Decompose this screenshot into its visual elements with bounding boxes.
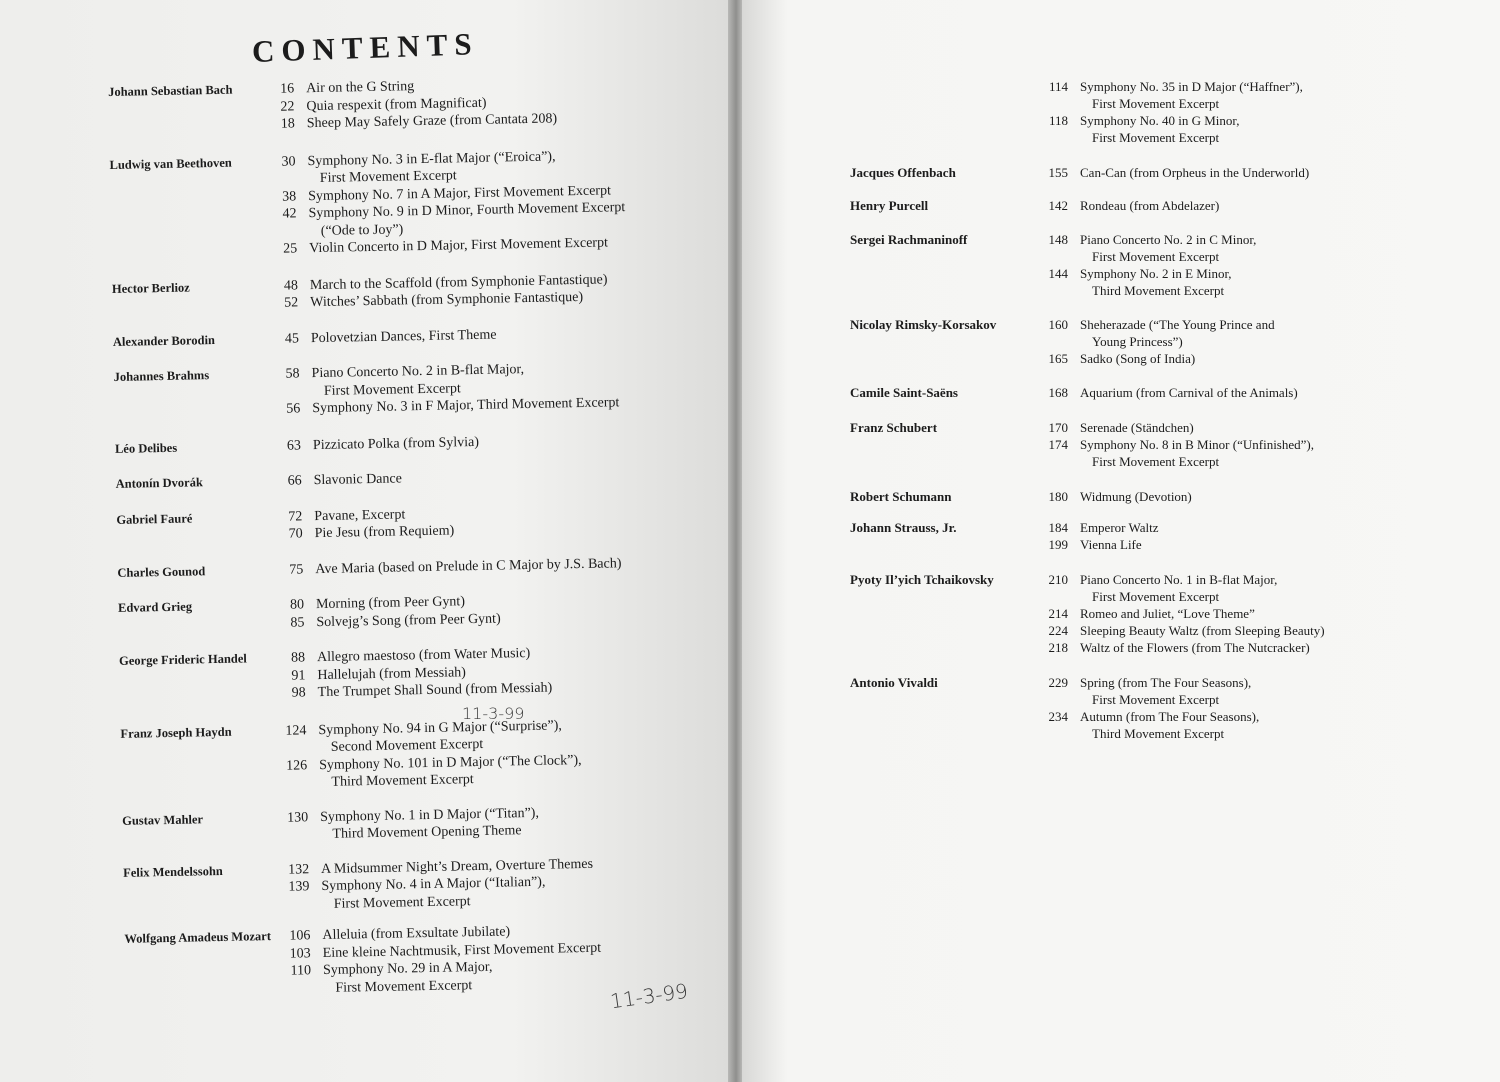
toc-entry[interactable] <box>1034 350 1470 367</box>
piece-title-line: Aquarium (from Carnival of the Animals) <box>1080 385 1298 400</box>
piece-title-line: Piano Concerto No. 2 in B-flat Major, <box>311 362 525 382</box>
piece-title-continuation: First Movement Excerpt <box>333 893 471 912</box>
entry-list <box>260 72 709 133</box>
piece-title <box>1080 350 1470 367</box>
piece-title-continuation: First Movement Excerpt <box>1092 589 1220 604</box>
piece-title <box>1080 231 1470 265</box>
composer-name: Franz Schubert <box>850 420 938 435</box>
piece-title <box>1080 536 1470 553</box>
composer-name: Antonín Dvorák <box>115 475 203 491</box>
piece-title-line: Widmung (Devotion) <box>1080 489 1192 504</box>
piece-title-line: Symphony No. 1 in D Major (“Titan”), <box>319 805 540 825</box>
piece-title-continuation: Third Movement Opening Theme <box>332 823 522 842</box>
page-number: 25 <box>283 241 298 257</box>
entry-list <box>265 357 714 418</box>
piece-title-line: Serenade (Ständchen) <box>1080 420 1194 435</box>
page-number: 38 <box>282 188 297 205</box>
toc-entry[interactable] <box>1034 316 1470 350</box>
composer-group <box>850 519 1470 553</box>
entry-list <box>265 322 713 348</box>
piece-title-line: Symphony No. 40 in G Minor, <box>1080 113 1240 128</box>
composer-name: Wolfgang Amadeus Mozart <box>124 929 272 946</box>
page-number: 75 <box>289 561 304 578</box>
piece-title <box>319 749 722 792</box>
piece-title-line: A Midsummer Night’s Dream, Overture Themes <box>320 856 594 877</box>
composer-group <box>850 164 1470 181</box>
composer-name: Robert Schumann <box>850 489 952 504</box>
composer-group <box>850 674 1470 742</box>
piece-title-line: Symphony No. 94 in G Major (“Surprise”), <box>318 717 562 738</box>
page-number: 16 <box>279 81 295 97</box>
contents-heading: CONTENTS <box>251 26 480 69</box>
piece-title-line: Polovetzian Dances, First Theme <box>310 327 497 346</box>
toc-entry[interactable] <box>265 322 713 348</box>
toc-entry[interactable] <box>274 801 723 845</box>
piece-title <box>1080 419 1470 436</box>
composer-name: Johann Strauss, Jr. <box>850 520 957 535</box>
piece-title <box>313 429 715 454</box>
piece-title <box>1080 164 1470 181</box>
toc-entry[interactable] <box>1034 571 1470 605</box>
toc-left-column <box>108 72 725 1000</box>
piece-title-line: Pavane, Excerpt <box>314 506 406 524</box>
page-number: 63 <box>286 437 302 454</box>
piece-title-line: Rondeau (from Abdelazer) <box>1080 198 1220 213</box>
page-number: 174 <box>1048 437 1068 452</box>
page-number: 103 <box>289 945 311 962</box>
composer-group <box>123 853 724 917</box>
piece-title-continuation: Young Princess”) <box>1092 334 1183 349</box>
toc-entry[interactable] <box>1034 488 1470 505</box>
piece-title-line: Air on the G String <box>305 79 415 97</box>
piece-title-line: Piano Concerto No. 2 in C Minor, <box>1080 232 1257 247</box>
piece-title-continuation: First Movement Excerpt <box>1092 454 1220 469</box>
piece-title <box>1080 519 1470 536</box>
piece-title-line: Symphony No. 29 in A Major, <box>322 959 493 979</box>
piece-title <box>1080 488 1470 505</box>
piece-title-line: The Trumpet Shall Sound (from Messiah) <box>317 680 553 701</box>
piece-title <box>1080 78 1470 112</box>
piece-title-line: Ave Maria (based on Prelude in C Major by J.S. Bach) <box>315 555 622 577</box>
piece-title-line: Autumn (from The Four Seasons), <box>1080 709 1260 724</box>
piece-title <box>1080 436 1470 470</box>
toc-entry[interactable] <box>1034 622 1470 639</box>
toc-entry[interactable] <box>269 553 717 579</box>
toc-entry[interactable] <box>1034 519 1470 536</box>
entry-list <box>267 429 715 455</box>
composer-name: Franz Joseph Haydn <box>120 724 232 741</box>
page-number: 184 <box>1048 520 1068 535</box>
page-number: 124 <box>285 722 307 739</box>
piece-title-line: Symphony No. 9 in D Minor, Fourth Movement Excerpt <box>308 200 626 222</box>
piece-title <box>1080 197 1470 214</box>
piece-title-line: March to the Scaffold (from Symphonie Fantastique) <box>309 271 608 293</box>
entry-list <box>271 641 720 702</box>
entry-list <box>1034 571 1470 656</box>
toc-entry[interactable] <box>267 429 715 455</box>
page-number: 170 <box>1048 420 1068 435</box>
composer-group <box>850 316 1470 367</box>
composer-name: Sergei Rachmaninoff <box>850 232 968 247</box>
piece-title-continuation: First Movement Excerpt <box>1092 96 1220 111</box>
piece-title <box>313 464 715 489</box>
entry-list <box>261 145 711 259</box>
piece-title <box>1080 674 1470 708</box>
composer-group <box>850 197 1470 214</box>
piece-title <box>311 322 713 347</box>
toc-entry[interactable] <box>1034 605 1470 622</box>
piece-title-line: Slavonic Dance <box>313 471 403 489</box>
composer-name: Nicolay Rimsky-Korsakov <box>850 317 997 332</box>
toc-entry[interactable] <box>1034 436 1470 470</box>
toc-right-column <box>850 78 1470 742</box>
page-number: 229 <box>1048 675 1068 690</box>
page-number: 18 <box>280 116 295 132</box>
piece-title-line: Symphony No. 3 in F Major, Third Movement Excerpt <box>312 395 620 417</box>
piece-title <box>1080 112 1470 146</box>
piece-title-continuation: Second Movement Excerpt <box>330 736 484 755</box>
page-number: 22 <box>280 98 295 115</box>
page-number: 52 <box>284 295 299 311</box>
piece-title-continuation: First Movement Excerpt <box>323 380 461 399</box>
entry-list <box>267 464 715 490</box>
composer-group <box>850 78 1470 146</box>
entry-list <box>1034 419 1470 470</box>
piece-title-continuation: First Movement Excerpt <box>1092 692 1220 707</box>
piece-title-line: Witches’ Sabbath (from Symphonie Fantastique) <box>310 289 584 311</box>
toc-entry[interactable] <box>1034 536 1470 553</box>
entry-list <box>1034 78 1470 146</box>
piece-title-line: Hallelujah (from Messiah) <box>317 664 467 683</box>
piece-title-line: Solvejg’s Song (from Peer Gynt) <box>316 611 501 630</box>
page-number: 139 <box>288 879 310 895</box>
handwritten-date-note: 11-3-99 <box>462 704 525 723</box>
piece-title <box>320 801 723 844</box>
page-number: 72 <box>288 508 303 525</box>
entry-list <box>1034 519 1470 553</box>
piece-title-line: Eine kleine Nachtmusik, First Movement Excerpt <box>322 940 602 961</box>
page-number: 98 <box>291 685 306 701</box>
piece-title <box>1080 571 1470 605</box>
piece-title-line: Spring (from The Four Seasons), <box>1080 675 1252 690</box>
page-number: 85 <box>290 614 305 631</box>
page-number: 66 <box>287 473 302 489</box>
entry-list <box>274 801 723 845</box>
composer-group <box>116 500 717 547</box>
page-number: 106 <box>289 928 311 944</box>
page-number: 142 <box>1048 198 1068 213</box>
composer-name: Johann Sebastian Bach <box>108 82 233 99</box>
page-number: 168 <box>1048 385 1068 400</box>
page-number: 110 <box>290 963 312 979</box>
composer-name: Gabriel Fauré <box>116 510 193 527</box>
toc-entry[interactable] <box>1034 78 1470 112</box>
piece-title-line: Morning (from Peer Gynt) <box>315 594 466 613</box>
composer-name <box>850 78 1034 79</box>
toc-entry[interactable] <box>273 749 722 793</box>
piece-title-line: Pie Jesu (from Requiem) <box>314 523 455 542</box>
composer-group <box>116 464 716 493</box>
piece-title-line: Sadko (Song of India) <box>1080 351 1196 366</box>
page-number: 91 <box>291 667 306 684</box>
composer-name: Pyoty Il’yich Tchaikovsky <box>850 572 994 587</box>
page-number: 132 <box>287 861 310 878</box>
toc-entry[interactable] <box>1034 231 1470 265</box>
page-number: 70 <box>288 526 303 542</box>
toc-entry[interactable] <box>1034 419 1470 436</box>
page-number: 45 <box>284 330 300 347</box>
piece-title <box>315 553 717 578</box>
piece-title-line: Vienna Life <box>1080 537 1142 552</box>
page-number: 155 <box>1048 165 1068 180</box>
piece-title-line: Symphony No. 7 in A Major, First Movement Excerpt <box>308 182 612 204</box>
composer-group <box>122 801 723 848</box>
composer-name: Léo Delibes <box>114 440 178 456</box>
entry-list <box>269 553 717 579</box>
composer-name: Henry Purcell <box>850 198 929 213</box>
toc-entry[interactable] <box>1034 265 1470 299</box>
piece-title-line: Sheherazade (“The Young Prince and <box>1080 317 1275 332</box>
composer-group <box>120 714 721 796</box>
toc-entry[interactable] <box>267 464 715 490</box>
page-number: 180 <box>1048 489 1068 504</box>
page-number: 148 <box>1048 232 1068 247</box>
composer-name: Antonio Vivaldi <box>850 675 938 690</box>
composer-group <box>113 322 713 351</box>
composer-name: George Frideric Handel <box>118 651 247 668</box>
piece-title-continuation: First Movement Excerpt <box>319 168 457 186</box>
entry-list <box>268 500 717 544</box>
piece-title <box>1080 708 1470 742</box>
entry-list <box>1034 384 1470 401</box>
page-number: 210 <box>1048 572 1068 587</box>
composer-group <box>850 488 1470 505</box>
piece-title <box>1080 622 1470 639</box>
composer-group <box>113 357 714 421</box>
page-number: 160 <box>1048 317 1068 332</box>
entry-list <box>270 588 719 632</box>
page-number: 130 <box>286 809 309 826</box>
piece-title-line: Sleeping Beauty Waltz (from Sleeping Beauty) <box>1080 623 1325 638</box>
piece-title-line: Symphony No. 35 in D Major (“Haffner”), <box>1080 79 1303 94</box>
composer-group <box>118 588 719 635</box>
composer-name: Jacques Offenbach <box>850 165 956 180</box>
composer-group <box>850 384 1470 401</box>
piece-title-line: Symphony No. 8 in B Minor (“Unfinished”), <box>1080 437 1314 452</box>
toc-entry[interactable] <box>1034 197 1470 214</box>
composer-name: Camile Saint-Saëns <box>850 385 958 400</box>
composer-name: Hector Berlioz <box>111 279 190 296</box>
piece-title-line: Symphony No. 101 in D Major (“The Clock”), <box>318 752 582 773</box>
entry-list <box>1034 488 1470 505</box>
piece-title-line: Romeo and Juliet, “Love Theme” <box>1080 606 1255 621</box>
piece-title-continuation: Third Movement Excerpt <box>331 772 474 790</box>
toc-entry[interactable] <box>275 870 724 914</box>
piece-title <box>1080 639 1470 656</box>
composer-group <box>115 429 715 458</box>
page-number: 165 <box>1048 351 1068 366</box>
page-number: 114 <box>1048 79 1068 94</box>
entry-list <box>1034 674 1470 742</box>
page-number: 224 <box>1048 623 1068 638</box>
page-number: 58 <box>285 366 300 382</box>
piece-title-line: Piano Concerto No. 1 in B-flat Major, <box>1080 572 1278 587</box>
composer-group <box>850 231 1470 299</box>
piece-title-line: Quia respexit (from Magnificat) <box>306 95 487 114</box>
composer-name: Ludwig van Beethoven <box>109 155 232 172</box>
page-number: 199 <box>1048 537 1068 552</box>
entry-list <box>1034 316 1470 367</box>
piece-title-continuation: First Movement Excerpt <box>335 977 473 996</box>
page-number: 56 <box>286 401 301 417</box>
piece-title-line: Violin Concerto in D Major, First Movement Excerpt <box>309 235 609 257</box>
piece-title <box>1080 265 1470 299</box>
piece-title-continuation: First Movement Excerpt <box>1092 249 1220 264</box>
composer-group <box>850 571 1470 656</box>
piece-title-line: Can-Can (from Orpheus in the Underworld) <box>1080 165 1310 180</box>
composer-group <box>112 269 713 316</box>
entry-list <box>1034 231 1470 299</box>
composer-name: Charles Gounod <box>117 563 206 580</box>
piece-title-continuation: Third Movement Excerpt <box>1092 726 1225 741</box>
piece-title-continuation: (“Ode to Joy”) <box>320 221 404 239</box>
piece-title-line: Symphony No. 4 in A Major (“Italian”), <box>321 874 546 895</box>
page-number: 126 <box>285 757 308 774</box>
toc-entry[interactable] <box>1034 384 1470 401</box>
piece-title-line: Symphony No. 2 in E Minor, <box>1080 266 1232 281</box>
page-number: 218 <box>1048 640 1068 655</box>
composer-name: Alexander Borodin <box>112 332 216 349</box>
page-number: 80 <box>289 597 305 613</box>
composer-group <box>109 145 711 261</box>
piece-title-continuation: Third Movement Excerpt <box>1092 283 1225 298</box>
toc-entry[interactable] <box>1034 708 1470 742</box>
composer-name: Edvard Grieg <box>117 599 193 615</box>
piece-title-line: Pizzicato Polka (from Sylvia) <box>312 434 480 453</box>
entry-list <box>1034 197 1470 214</box>
piece-title-line: Alleluia (from Exsultate Jubilate) <box>322 924 511 944</box>
piece-title-continuation: First Movement Excerpt <box>1092 130 1220 145</box>
toc-entry[interactable] <box>1034 112 1470 146</box>
piece-title <box>1080 384 1470 401</box>
page-number: 118 <box>1048 113 1068 128</box>
handwritten-date-note: 11-3-99 <box>608 978 690 1014</box>
page-number: 214 <box>1048 606 1068 621</box>
piece-title <box>321 870 724 913</box>
piece-title <box>1080 605 1470 622</box>
composer-name: Felix Mendelssohn <box>123 863 223 880</box>
piece-title-line: Sheep May Safely Graze (from Cantata 208) <box>306 111 558 132</box>
piece-title-line: Waltz of the Flowers (from The Nutcracker) <box>1080 640 1310 655</box>
composer-name: Johannes Brahms <box>113 368 210 384</box>
piece-title <box>1080 316 1470 350</box>
piece-title-line: Emperor Waltz <box>1080 520 1159 535</box>
page-number: 42 <box>282 206 297 222</box>
toc-entry[interactable] <box>1034 674 1470 708</box>
page-number: 234 <box>1048 709 1068 724</box>
composer-name: Gustav Mahler <box>122 811 204 828</box>
piece-title-line: Symphony No. 3 in E-flat Major (“Eroica”), <box>307 148 556 169</box>
composer-group <box>850 419 1470 470</box>
page-number: 30 <box>281 153 296 170</box>
page-number: 144 <box>1048 266 1068 281</box>
toc-entry[interactable] <box>1034 639 1470 656</box>
entry-list <box>264 269 713 313</box>
entry-list <box>272 714 721 793</box>
page-number: 88 <box>290 650 306 666</box>
toc-entry[interactable] <box>1034 164 1470 181</box>
piece-title-line: Allegro maestoso (from Water Music) <box>316 646 531 666</box>
composer-group <box>108 72 709 136</box>
composer-group <box>117 553 717 582</box>
entry-list <box>275 853 724 914</box>
left-page <box>0 0 730 1082</box>
entry-list <box>1034 164 1470 181</box>
page-number: 48 <box>283 277 299 294</box>
composer-group <box>119 641 720 705</box>
